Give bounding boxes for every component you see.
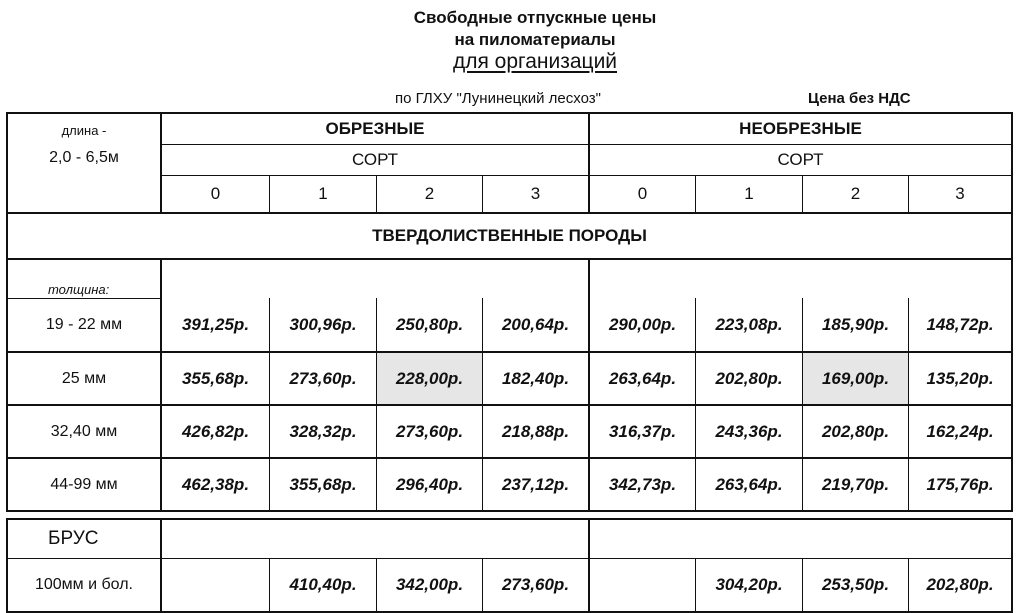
price-cell: 273,60р.	[501, 575, 570, 594]
price-cell: 182,40р.	[501, 368, 570, 388]
price-cell: 290,00р.	[608, 315, 677, 334]
price-cell: 250,80р.	[395, 315, 464, 334]
price-cell	[162, 559, 269, 611]
length-label: длина -	[61, 122, 107, 138]
grade-unedged-1: 1	[744, 184, 754, 203]
thickness-label: толщина:	[48, 281, 110, 297]
length-range: 2,0 - 6,5м	[49, 149, 119, 166]
row-size-1: 19 - 22 мм	[45, 316, 123, 333]
price-cell: 426,82р.	[181, 421, 250, 441]
vat-note: Цена без НДС	[808, 90, 911, 107]
price-cell: 202,80р.	[821, 421, 890, 441]
grade-edged-1: 1	[318, 184, 328, 203]
price-cell-highlighted: 169,00р.	[803, 353, 908, 404]
beam-title: БРУС	[48, 528, 99, 549]
group-unedged: НЕОБРЕЗНЫЕ	[739, 119, 862, 138]
price-cell: 175,76р.	[926, 474, 994, 494]
grade-unedged-3: 3	[955, 184, 965, 203]
grade-edged-2: 2	[424, 184, 435, 203]
price-cell: 304,20р.	[715, 575, 783, 594]
price-cell-highlighted: 228,00р.	[377, 353, 482, 404]
price-cell: 219,70р.	[821, 474, 890, 494]
price-cell: 296,40р.	[395, 474, 464, 494]
price-cell: 342,00р.	[395, 575, 464, 594]
price-cell	[590, 559, 695, 611]
price-cell: 202,80р.	[715, 368, 783, 388]
title-line-3: для организаций	[452, 50, 618, 73]
price-cell: 410,40р.	[289, 575, 357, 594]
price-cell: 185,90р.	[821, 315, 890, 334]
price-cell: 223,08р.	[715, 315, 783, 334]
price-cell: 253,50р.	[821, 575, 890, 594]
grade-label-edged: СОРТ	[351, 150, 399, 169]
price-cell: 218,88р.	[501, 421, 570, 441]
row-size-4: 44-99 мм	[50, 475, 118, 493]
price-cell: 263,64р.	[715, 474, 783, 494]
price-cell: 273,60р.	[289, 368, 357, 388]
price-cell: 243,36р.	[715, 421, 783, 441]
price-cell: 342,73р.	[608, 474, 677, 494]
price-cell: 355,68р.	[181, 368, 250, 388]
price-cell: 237,12р.	[501, 474, 570, 494]
title-line-1: Свободные отпускные цены	[413, 8, 657, 27]
section-title: ТВЕРДОЛИСТВЕННЫЕ ПОРОДЫ	[372, 226, 647, 245]
price-cell: 200,64р.	[501, 315, 570, 334]
price-cell: 462,38р.	[181, 474, 250, 494]
price-cell: 162,24р.	[926, 421, 994, 441]
grade-edged-0: 0	[210, 184, 221, 203]
price-cell: 148,72р.	[926, 315, 994, 334]
row-size-3: 32,40 мм	[50, 422, 118, 440]
grade-unedged-2: 2	[850, 184, 861, 203]
title-line-2: на пиломатериалы	[454, 30, 616, 49]
price-cell: 355,68р.	[289, 474, 357, 494]
price-cell: 202,80р.	[926, 575, 994, 594]
beam-size: 100мм и бол.	[34, 576, 133, 593]
row-size-2: 25 мм	[61, 369, 107, 387]
grade-edged-3: 3	[530, 184, 541, 203]
org-line: по ГЛХУ "Лунинецкий лесхоз"	[395, 90, 601, 107]
price-cell: 273,60р.	[395, 421, 464, 441]
group-edged: ОБРЕЗНЫЕ	[325, 119, 425, 138]
price-cell: 391,25р.	[181, 315, 250, 334]
grade-unedged-0: 0	[637, 184, 648, 203]
price-cell: 316,37р.	[608, 421, 677, 441]
grade-label-unedged: СОРТ	[777, 150, 824, 169]
price-cell: 300,96р.	[289, 315, 357, 334]
price-cell: 328,32р.	[289, 421, 357, 441]
price-cell: 135,20р.	[926, 368, 994, 388]
price-cell: 263,64р.	[608, 368, 677, 388]
